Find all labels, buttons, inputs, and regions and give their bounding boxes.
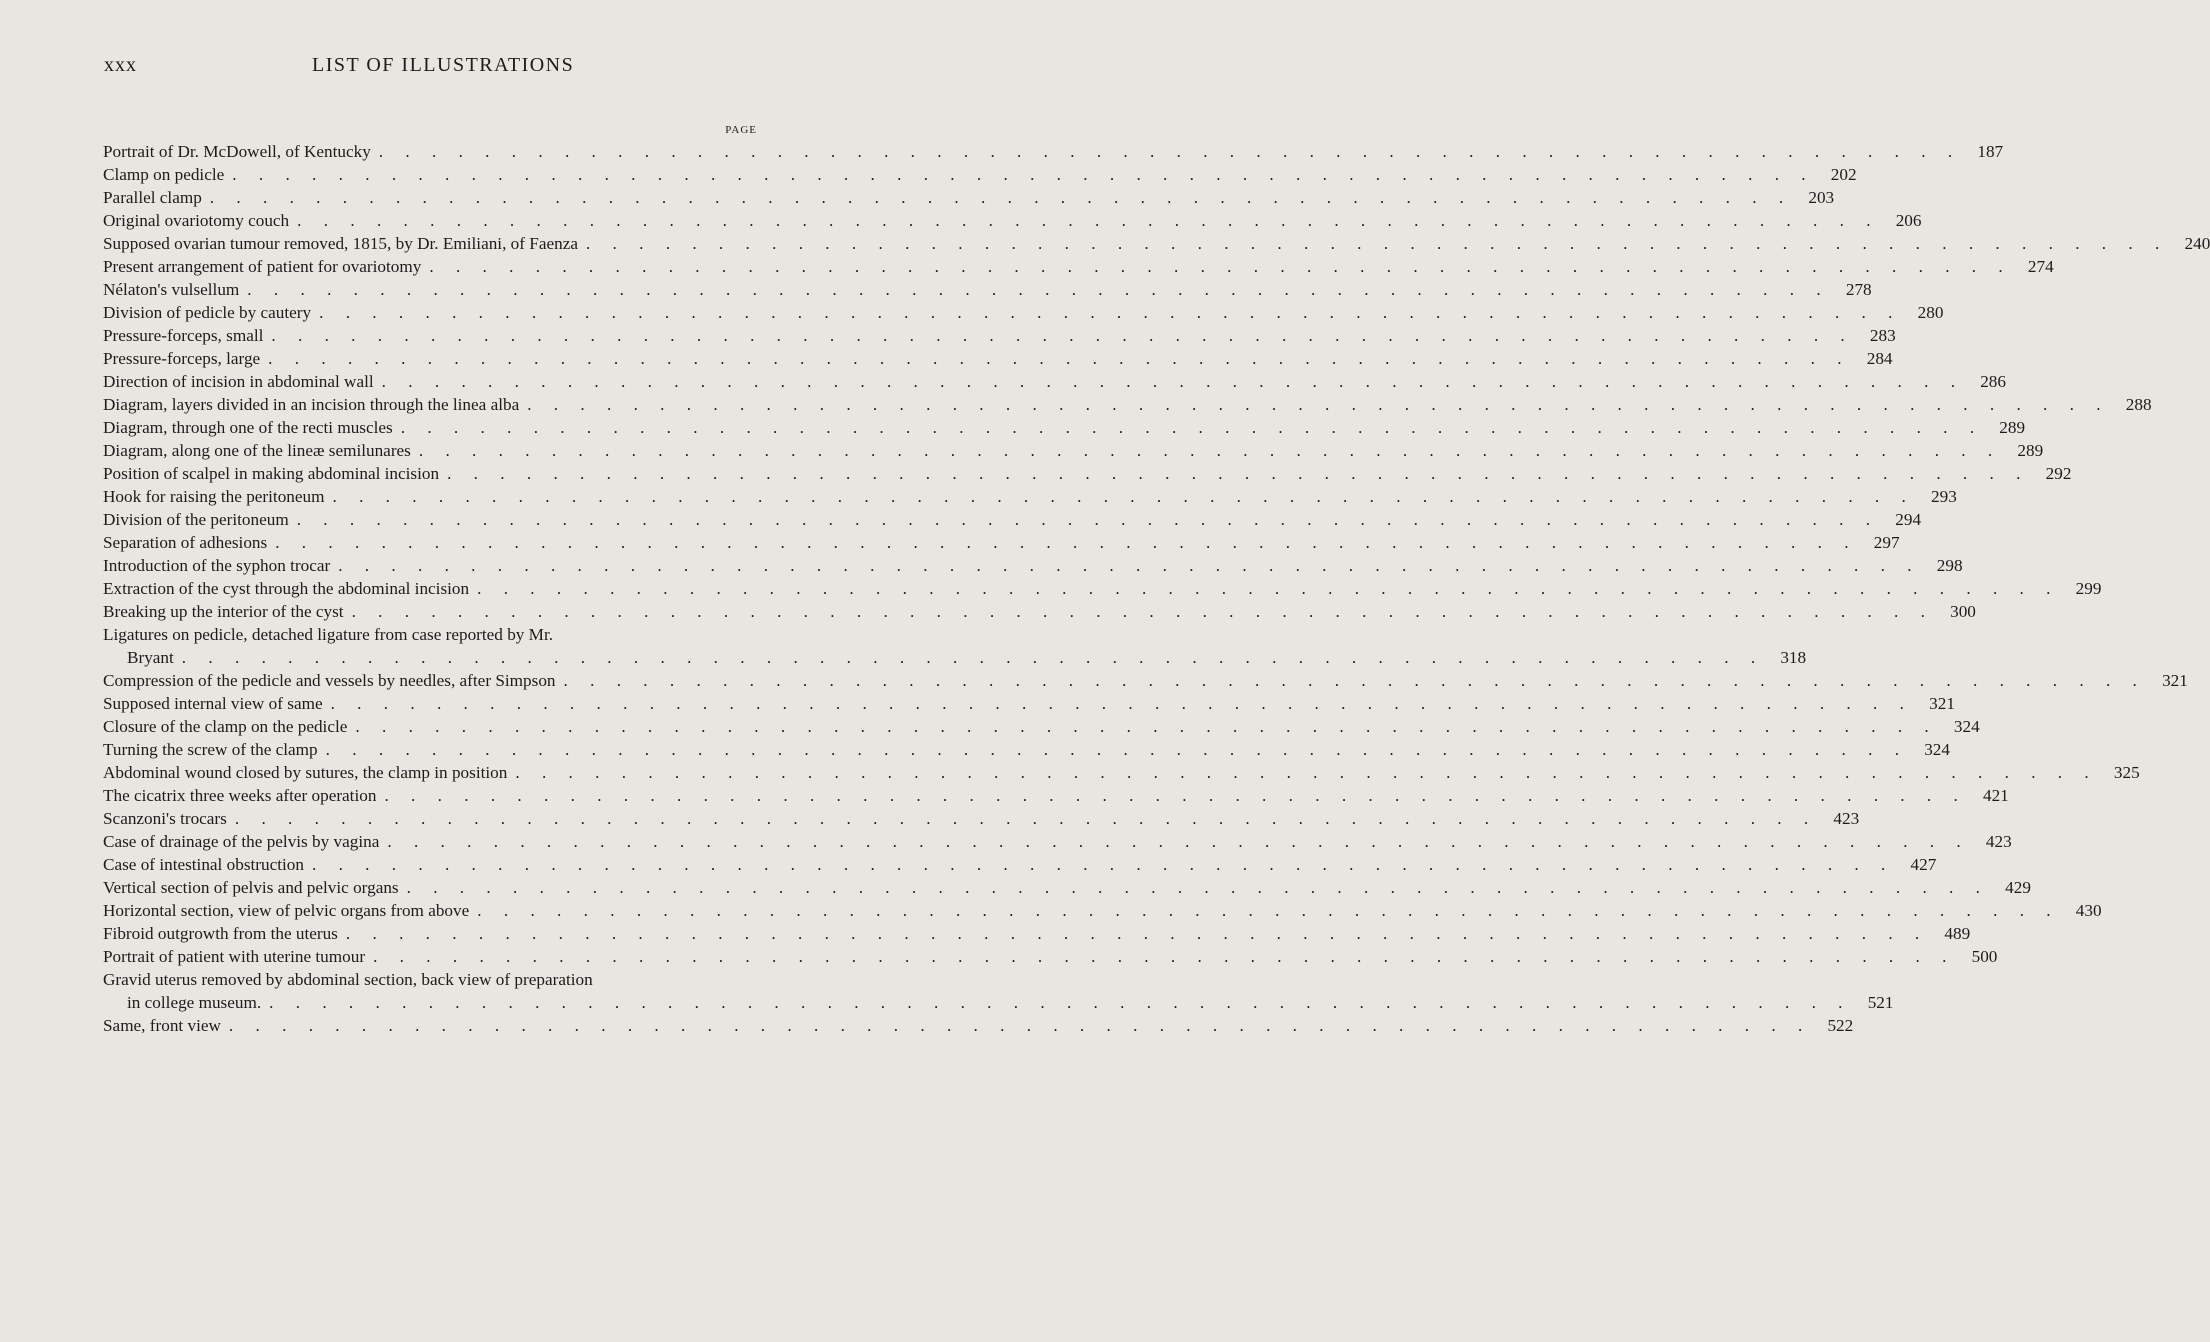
list-item: [103, 278, 1872, 301]
leader-dots: . . . . . . . . . . . . . . . . . . . . . . . . . . . . . . . . . . . . . . . . . . . . . . . . . . . . . . . . . . . .: [275, 533, 1858, 552]
leader-dots: . . . . . . . . . . . . . . . . . . . . . . . . . . . . . . . . . . . . . . . . . . . . . . . . . . . . . . . . . . . .: [319, 303, 1902, 322]
entry-title: Extraction of the cyst through the abdominal incision: [103, 579, 470, 598]
page-column-heading: PAGE: [725, 124, 757, 136]
entry-page: 203: [1808, 188, 1835, 207]
entry-page: 500: [1971, 947, 1998, 966]
list-item: [103, 416, 2026, 439]
leader-dots: . . . . . . . . . . . . . . . . . . . . . . . . . . . . . . . . . . . . . . . . . . . . . . . . . . . . . . . . . . . .: [247, 280, 1830, 299]
entry-title: Horizontal section, view of pelvic organs from above: [103, 901, 470, 920]
leader-dots: . . . . . . . . . . . . . . . . . . . . . . . . . . . . . . . . . . . . . . . . . . . . . . . . . . . . . . . . . . . .: [585, 234, 2169, 253]
entry-title: Abdominal wound closed by sutures, the clamp in position: [103, 763, 508, 782]
leader-dots: . . . . . . . . . . . . . . . . . . . . . . . . . . . . . . . . . . . . . . . . . . . . . . . . . . . . . . . . . . . .: [381, 372, 1964, 391]
leader-dots: . . . . . . . . . . . . . . . . . . . . . . . . . . . . . . . . . . . . . . . . . . . . . . . . . . . . . . . . . . . .: [181, 648, 1765, 667]
entry-page: 187: [1977, 142, 2004, 161]
list-item: [103, 462, 2072, 485]
leader-dots: . . . . . . . . . . . . . . . . . . . . . . . . . . . . . . . . . . . . . . . . . . . . . . . . . . . . . . . . . . . .: [330, 694, 1913, 713]
leader-dots: . . . . . . . . . . . . . . . . . . . . . . . . . . . . . . . . . . . . . . . . . . . . . . . . . . . . . . . . . . . .: [271, 326, 1854, 345]
entry-page: 429: [2005, 878, 2031, 897]
leader-dots: . . . . . . . . . . . . . . . . . . . . . . . . . . . . . . . . . . . . . . . . . . . . . . . . . . . . . . . . . . . .: [515, 763, 2098, 782]
entry-page: 489: [1944, 924, 1971, 943]
list-item: [103, 439, 2044, 462]
list-item: [103, 623, 1807, 669]
entry-title: Diagram, along one of the lineæ semilunares: [103, 441, 411, 460]
entry-title: Present arrangement of patient for ovariotomy: [103, 257, 422, 276]
entry-page: 297: [1873, 533, 1900, 552]
entry-page: 423: [1985, 832, 2012, 851]
entry-page: 284: [1866, 349, 1893, 368]
entry-title: Gravid uterus removed by abdominal section, back view of preparation: [103, 970, 593, 989]
running-title: LIST OF ILLUSTRATIONS: [312, 54, 575, 76]
entry-page: 240: [2184, 234, 2210, 253]
list-item: [103, 1014, 1854, 1037]
list-item: [103, 324, 1896, 347]
entry-page: 202: [1830, 165, 1857, 184]
leader-dots: . . . . . . . . . . . . . . . . . . . . . . . . . . . . . . . . . . . . . . . . . . . . . . . . . . . . . . . . . . . .: [234, 809, 1818, 828]
illustrations-list: [103, 140, 2210, 1037]
entry-page: 299: [2075, 579, 2102, 598]
leader-dots: . . . . . . . . . . . . . . . . . . . . . . . . . . . . . . . . . . . . . . . . . . . . . . . . . . . . . . . . . . . .: [373, 947, 1956, 966]
entry-page: 294: [1895, 510, 1922, 529]
leader-dots: . . . . . . . . . . . . . . . . . . . . . . . . . . . . . . . . . . . . . . . . . . . . . . . . . . . . . . . . . . . .: [406, 878, 1989, 897]
entry-title: Diagram, layers divided in an incision through the linea alba: [103, 395, 520, 414]
entry-page: 427: [1910, 855, 1937, 874]
list-item: [103, 508, 1922, 531]
leader-dots: . . . . . . . . . . . . . . . . . . . . . . . . . . . . . . . . . . . . . . . . . . . . . . . . . . . . . . . . . . . .: [232, 165, 1815, 184]
leader-dots: . . . . . . . . . . . . . . . . . . . . . . . . . . . . . . . . . . . . . . . . . . . . . . . . . . . . . . . . . . . .: [332, 487, 1915, 506]
leader-dots: . . . . . . . . . . . . . . . . . . . . . . . . . . . . . . . . . . . . . . . . . . . . . . . . . . . . . . . . . . . .: [400, 418, 1984, 437]
entry-title: Hook for raising the peritoneum: [103, 487, 325, 506]
entry-title: Pressure-forceps, small: [103, 326, 264, 345]
entry-title: Case of intestinal obstruction: [103, 855, 304, 874]
entry-title: Division of pedicle by cautery: [103, 303, 312, 322]
entry-page: 522: [1827, 1016, 1854, 1035]
leader-dots: . . . . . . . . . . . . . . . . . . . . . . . . . . . . . . . . . . . . . . . . . . . . . . . . . . . . . . . . . . . .: [387, 832, 1970, 851]
entry-page: 423: [1833, 809, 1860, 828]
entry-title: Parallel clamp: [103, 188, 202, 207]
list-item: [103, 393, 2152, 416]
entry-title: Division of the peritoneum: [103, 510, 289, 529]
list-item: [103, 669, 2188, 692]
entry-title: Turning the screw of the clamp: [103, 740, 318, 759]
entry-title: Introduction of the syphon trocar: [103, 556, 331, 575]
entry-title: Clamp on pedicle: [103, 165, 225, 184]
entry-title: The cicatrix three weeks after operation: [103, 786, 377, 805]
entry-page: 288: [2125, 395, 2152, 414]
list-item: [103, 853, 1937, 876]
entry-page: 274: [2027, 257, 2054, 276]
list-item: [103, 784, 2009, 807]
entry-title-continuation: in college museum.: [127, 993, 262, 1012]
page-header: [104, 54, 761, 84]
entry-title: Portrait of patient with uterine tumour: [103, 947, 366, 966]
list-item: [103, 485, 1957, 508]
list-item: [103, 232, 2210, 255]
list-item: [103, 255, 2054, 278]
entry-page: 206: [1895, 211, 1922, 230]
entry-title-continuation: Bryant: [127, 648, 174, 667]
entry-page: 421: [1982, 786, 2009, 805]
entry-page: 289: [1999, 418, 2026, 437]
list-item: [103, 738, 1950, 761]
leader-dots: . . . . . . . . . . . . . . . . . . . . . . . . . . . . . . . . . . . . . . . . . . . . . . . . . . . . . . . . . . . .: [563, 671, 2146, 690]
leader-dots: . . . . . . . . . . . . . . . . . . . . . . . . . . . . . . . . . . . . . . . . . . . . . . . . . . . . . . . . . . . .: [209, 188, 1793, 207]
leader-dots: . . . . . . . . . . . . . . . . . . . . . . . . . . . . . . . . . . . . . . . . . . . . . . . . . . . . . . . . . . . .: [268, 349, 1851, 368]
list-item: [103, 577, 2102, 600]
leader-dots: . . . . . . . . . . . . . . . . . . . . . . . . . . . . . . . . . . . . . . . . . . . . . . . . . . . . . . . . . . . .: [384, 786, 1967, 805]
leader-dots: . . . . . . . . . . . . . . . . . . . . . . . . . . . . . . . . . . . . . . . . . . . . . . . . . . . . . . . . . . . .: [338, 556, 1921, 575]
leader-dots: . . . . . . . . . . . . . . . . . . . . . . . . . . . . . . . . . . . . . . . . . . . . . . . . . . . . . . . . . . . .: [477, 579, 2060, 598]
list-item: [103, 761, 2140, 784]
list-item: [103, 370, 2006, 393]
entry-page: 300: [1950, 602, 1976, 621]
entry-page: 321: [2162, 671, 2188, 690]
leader-dots: . . . . . . . . . . . . . . . . . . . . . . . . . . . . . . . . . . . . . . . . . . . . . . . . . . . . . . . . . . . .: [429, 257, 2012, 276]
leader-dots: . . . . . . . . . . . . . . . . . . . . . . . . . . . . . . . . . . . . . . . . . . . . . . . . . . . . . . . . . . . .: [355, 717, 1938, 736]
entry-title: Pressure-forceps, large: [103, 349, 261, 368]
list-item: [103, 209, 1922, 232]
entry-page: 324: [1953, 717, 1980, 736]
leader-dots: . . . . . . . . . . . . . . . . . . . . . . . . . . . . . . . . . . . . . . . . . . . . . . . . . . . . . . . . . . . .: [351, 602, 1934, 621]
leader-dots: . . . . . . . . . . . . . . . . . . . . . . . . . . . . . . . . . . . . . . . . . . . . . . . . . . . . . . . . . . . .: [345, 924, 1929, 943]
leader-dots: . . . . . . . . . . . . . . . . . . . . . . . . . . . . . . . . . . . . . . . . . . . . . . . . . . . . . . . . . . . .: [228, 1016, 1812, 1035]
entry-title: Vertical section of pelvis and pelvic organs: [103, 878, 399, 897]
entry-title: Same, front view: [103, 1016, 221, 1035]
leader-dots: . . . . . . . . . . . . . . . . . . . . . . . . . . . . . . . . . . . . . . . . . . . . . . . . . . . . . . . . . . . .: [325, 740, 1908, 759]
entry-page: 289: [2017, 441, 2044, 460]
list-item: [103, 715, 1980, 738]
entry-title: Scanzoni's trocars: [103, 809, 227, 828]
list-item: [103, 945, 1998, 968]
entry-page: 278: [1845, 280, 1872, 299]
entry-page: 430: [2075, 901, 2102, 920]
entry-title: Fibroid outgrowth from the uterus: [103, 924, 338, 943]
entry-title: Separation of adhesions: [103, 533, 268, 552]
entry-title: Nélaton's vulsellum: [103, 280, 240, 299]
entry-title: Breaking up the interior of the cyst: [103, 602, 344, 621]
list-item: [103, 301, 1944, 324]
page-number: xxx: [104, 54, 137, 76]
list-item: [103, 968, 1894, 1014]
list-item: [103, 899, 2102, 922]
entry-title: Ligatures on pedicle, detached ligature from case reported by Mr.: [103, 625, 554, 644]
leader-dots: . . . . . . . . . . . . . . . . . . . . . . . . . . . . . . . . . . . . . . . . . . . . . . . . . . . . . . . . . . . .: [477, 901, 2060, 920]
leader-dots: . . . . . . . . . . . . . . . . . . . . . . . . . . . . . . . . . . . . . . . . . . . . . . . . . . . . . . . . . . . .: [269, 993, 1852, 1012]
list-item: [103, 876, 2031, 899]
entry-page: 292: [2045, 464, 2072, 483]
entry-page: 324: [1924, 740, 1950, 759]
leader-dots: . . . . . . . . . . . . . . . . . . . . . . . . . . . . . . . . . . . . . . . . . . . . . . . . . . . . . . . . . . . .: [378, 142, 1962, 161]
leader-dots: . . . . . . . . . . . . . . . . . . . . . . . . . . . . . . . . . . . . . . . . . . . . . . . . . . . . . . . . . . . .: [447, 464, 2030, 483]
leader-dots: . . . . . . . . . . . . . . . . . . . . . . . . . . . . . . . . . . . . . . . . . . . . . . . . . . . . . . . . . . . .: [311, 855, 1895, 874]
entry-page: 280: [1917, 303, 1944, 322]
leader-dots: . . . . . . . . . . . . . . . . . . . . . . . . . . . . . . . . . . . . . . . . . . . . . . . . . . . . . . . . . . . .: [296, 510, 1880, 529]
entry-page: 293: [1931, 487, 1957, 506]
entry-page: 321: [1929, 694, 1955, 713]
entry-title: Original ovariotomy couch: [103, 211, 290, 230]
entry-title: Diagram, through one of the recti muscles: [103, 418, 393, 437]
leader-dots: . . . . . . . . . . . . . . . . . . . . . . . . . . . . . . . . . . . . . . . . . . . . . . . . . . . . . . . . . . . .: [418, 441, 2002, 460]
leader-dots: . . . . . . . . . . . . . . . . . . . . . . . . . . . . . . . . . . . . . . . . . . . . . . . . . . . . . . . . . . . .: [297, 211, 1880, 230]
entry-page: 298: [1936, 556, 1963, 575]
list-item: [103, 807, 1860, 830]
entry-page: 521: [1867, 993, 1894, 1012]
list-item: [103, 600, 1976, 623]
entry-title: Supposed ovarian tumour removed, 1815, by Dr. Emiliani, of Faenza: [103, 234, 578, 253]
list-item: [103, 347, 1893, 370]
entry-page: 283: [1869, 326, 1896, 345]
entry-title: Compression of the pedicle and vessels by needles, after Simpson: [103, 671, 556, 690]
list-item: [103, 163, 1857, 186]
entry-title: Direction of incision in abdominal wall: [103, 372, 374, 391]
entry-page: 286: [1980, 372, 2006, 391]
list-item: [103, 692, 1955, 715]
list-item: [103, 922, 1971, 945]
list-item: [103, 531, 1900, 554]
entry-title: Closure of the clamp on the pedicle: [103, 717, 348, 736]
list-item: [103, 554, 1963, 577]
entry-title: Position of scalpel in making abdominal incision: [103, 464, 440, 483]
list-item: [103, 186, 1835, 209]
entry-title: Supposed internal view of same: [103, 694, 323, 713]
list-item: [103, 140, 2004, 163]
entry-page: 318: [1780, 648, 1807, 667]
leader-dots: . . . . . . . . . . . . . . . . . . . . . . . . . . . . . . . . . . . . . . . . . . . . . . . . . . . . . . . . . . . .: [527, 395, 2110, 414]
entry-title: Case of drainage of the pelvis by vagina: [103, 832, 380, 851]
entry-title: Portrait of Dr. McDowell, of Kentucky: [103, 142, 371, 161]
list-item: [103, 830, 2012, 853]
entry-page: 325: [2113, 763, 2140, 782]
